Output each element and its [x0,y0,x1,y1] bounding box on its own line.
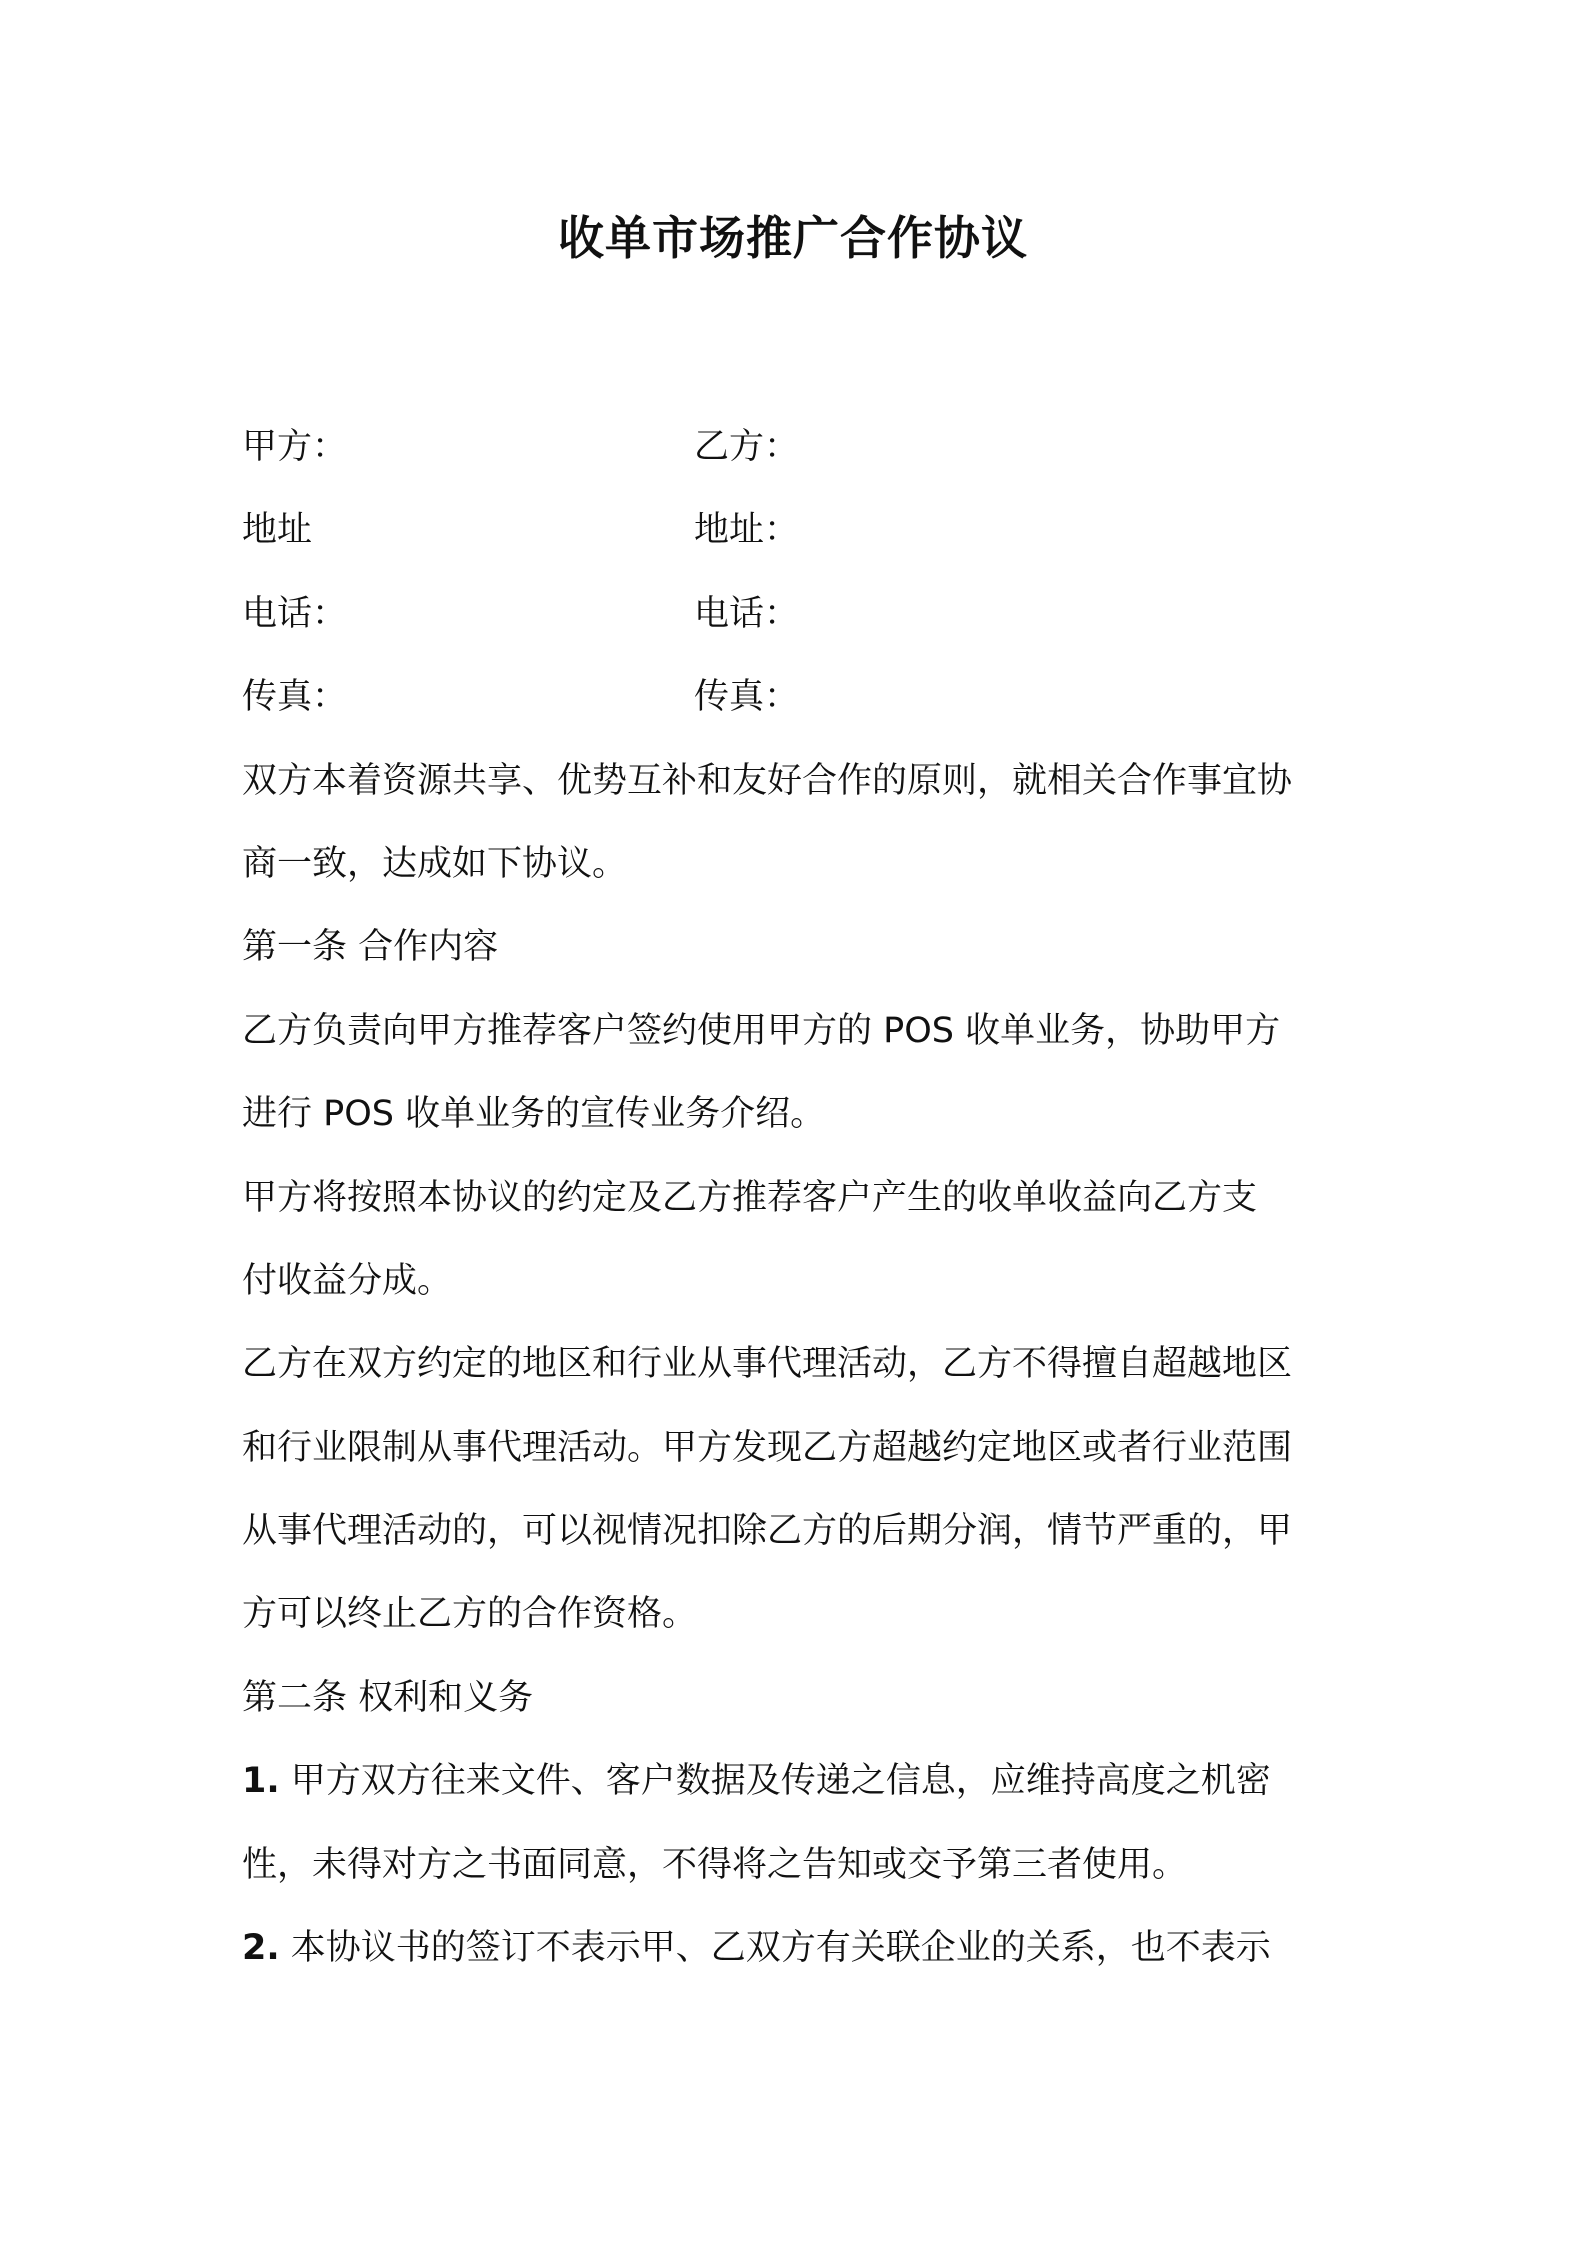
paragraph-line: 商一致，达成如下协议。 [242,843,628,884]
paragraph-line: 进行 POS 收单业务的宣传业务介绍。 [242,1094,826,1135]
section-heading: 第一条 合作内容 [242,927,499,968]
party-a-fax-label: 传真： [242,677,348,718]
item-number: 2. [242,1928,280,1969]
party-b-fax-label: 传真： [694,677,800,718]
paragraph-line: 付收益分成。 [242,1260,453,1301]
paragraph-line: 从事代理活动的，可以视情况扣除乙方的后期分润，情节严重的，甲 [242,1511,1293,1552]
numbered-line [242,1907,1362,1990]
document-body [242,406,1362,1990]
party-row-name [242,406,1362,489]
party-b-phone-label: 电话： [694,593,800,634]
item-number: 1. [242,1761,280,1802]
party-row-phone [242,573,1362,656]
party-a-address-label: 地址 [242,510,313,551]
party-b-name-label: 乙方： [694,427,800,467]
paragraph-line: 乙方在双方约定的地区和行业从事代理活动，乙方不得擅自超越地区 [242,1344,1293,1385]
item-text: 性，未得对方之书面同意，不得将之告知或交予第三者使用。 [242,1844,1188,1885]
item-text: 甲方双方往来文件、客户数据及传递之信息，应维持高度之机密 [279,1761,1271,1802]
party-row-fax [242,656,1362,739]
numbered-line [242,1824,1362,1907]
numbered-line [242,1740,1362,1823]
party-a-name-label: 甲方： [242,427,348,467]
party-row-address [242,489,1362,572]
document-title: 收单市场推广合作协议 [558,211,1028,265]
paragraph-line: 方可以终止乙方的合作资格。 [242,1594,698,1635]
section-heading: 第二条 权利和义务 [242,1677,534,1718]
paragraph-line: 双方本着资源共享、优势互补和友好合作的原则，就相关合作事宜协 [242,760,1293,801]
party-a-phone-label: 电话： [242,593,348,634]
party-b-address-label: 地址： [694,510,800,551]
paragraph-line: 乙方负责向甲方推荐客户签约使用甲方的 POS 收单业务，协助甲方 [242,1010,1281,1051]
item-text: 本协议书的签订不表示甲、乙双方有关联企业的关系，也不表示 [279,1928,1271,1969]
paragraph-line: 和行业限制从事代理活动。甲方发现乙方超越约定地区或者行业范围 [242,1427,1293,1468]
paragraph-line: 甲方将按照本协议的约定及乙方推荐客户产生的收单收益向乙方支 [242,1177,1258,1218]
